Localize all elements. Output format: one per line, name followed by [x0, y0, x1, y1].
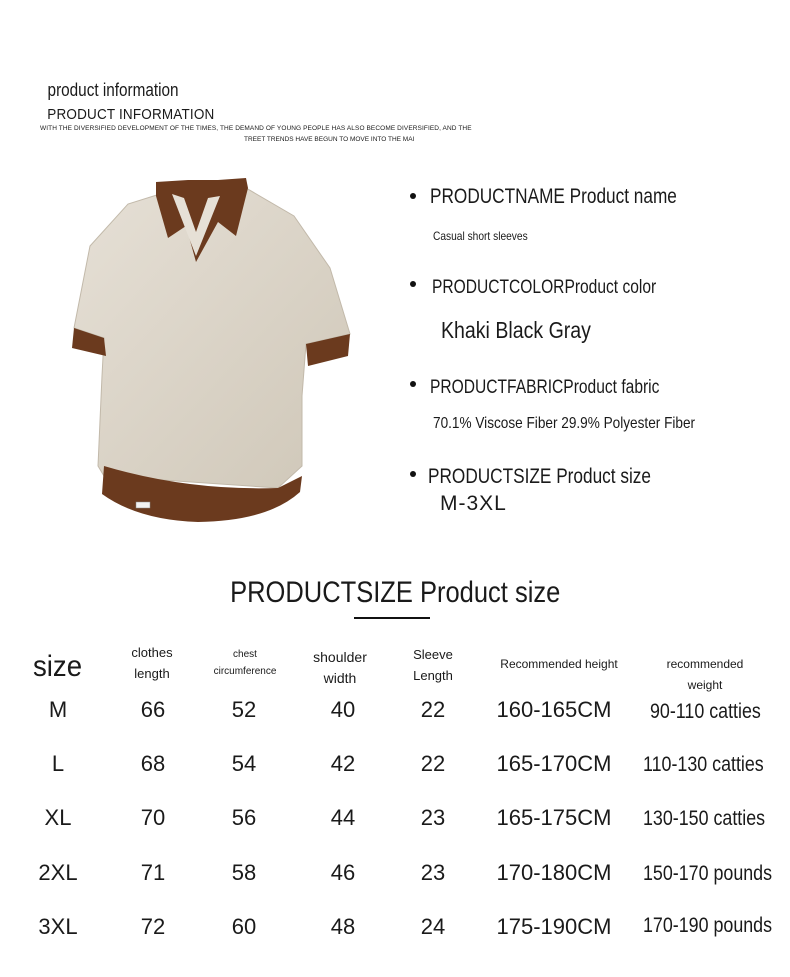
- product-size-value: M-3XL: [440, 492, 507, 515]
- column-header-size: size: [33, 650, 83, 683]
- cell-size: XL: [44, 805, 72, 830]
- section-description-line-2: TREET TRENDS HAVE BEGUN TO MOVE INTO THE MAI: [244, 136, 415, 143]
- column-header-chest: chest circumference: [213, 649, 277, 677]
- product-size-label: PRODUCTSIZE Product size: [428, 465, 651, 488]
- cell-length: 70: [140, 805, 166, 830]
- cell-sleeve: 22: [420, 697, 446, 722]
- cell-chest: 58: [231, 860, 257, 885]
- cell-sleeve: 22: [420, 751, 446, 776]
- bullet-dot: [410, 381, 416, 387]
- column-header-sleeve: Sleeve Length: [413, 647, 453, 683]
- cell-weight: 130-150 catties: [643, 807, 766, 830]
- cell-shoulder: 44: [330, 805, 356, 830]
- cell-weight: 110-130 catties: [643, 753, 764, 776]
- cell-size: 3XL: [38, 914, 78, 939]
- cell-chest: 52: [231, 697, 257, 722]
- section-description-line-1: WITH THE DIVERSIFIED DEVELOPMENT OF THE TIMES, THE DEMAND OF YOUNG PEOPLE HAS ALSO BECOME DIVERSIFIED, AND THE: [40, 125, 472, 132]
- cell-sleeve: 23: [420, 860, 446, 885]
- cell-height: 165-170CM: [496, 751, 612, 776]
- bullet-dot: [410, 193, 416, 199]
- cell-shoulder: 48: [330, 914, 356, 939]
- cell-shoulder: 42: [330, 751, 356, 776]
- bullet-dot: [410, 471, 416, 477]
- cell-size: L: [51, 751, 65, 776]
- cell-height: 175-190CM: [496, 914, 612, 939]
- cell-height: 165-175CM: [496, 805, 612, 830]
- cell-height: 170-180CM: [496, 860, 612, 885]
- section-title: product information: [47, 80, 179, 100]
- section-subtitle: PRODUCT INFORMATION: [47, 106, 215, 123]
- product-name-label: PRODUCTNAME Product name: [430, 185, 677, 208]
- cell-weight: 150-170 pounds: [643, 862, 773, 885]
- product-color-label: PRODUCTCOLORProduct color: [432, 277, 657, 298]
- cell-length: 68: [140, 751, 166, 776]
- cell-length: 72: [140, 914, 166, 939]
- cell-shoulder: 46: [330, 860, 356, 885]
- cell-chest: 56: [231, 805, 257, 830]
- cell-size: 2XL: [38, 860, 78, 885]
- column-header-shoulder: shoulder width: [313, 649, 367, 686]
- cell-length: 71: [140, 860, 166, 885]
- polo-shirt-image: [68, 176, 353, 528]
- column-header-height: Recommended height: [500, 657, 618, 671]
- product-fabric-label: PRODUCTFABRICProduct fabric: [430, 377, 660, 398]
- size-table-heading: PRODUCTSIZE Product size: [229, 576, 561, 609]
- cell-length: 66: [140, 697, 166, 722]
- cell-sleeve: 23: [420, 805, 446, 830]
- cell-height: 160-165CM: [496, 697, 612, 722]
- cell-weight: 90-110 catties: [650, 700, 761, 723]
- product-fabric-value: 70.1% Viscose Fiber 29.9% Polyester Fiber: [433, 415, 696, 432]
- product-color-value: Khaki Black Gray: [441, 317, 591, 343]
- column-header-clothes-length: clothes length: [131, 645, 173, 681]
- cell-weight: 170-190 pounds: [643, 914, 773, 937]
- product-name-value: Casual short sleeves: [433, 229, 528, 243]
- bullet-dot: [410, 281, 416, 287]
- cell-shoulder: 40: [330, 697, 356, 722]
- cell-size: M: [48, 697, 68, 722]
- cell-sleeve: 24: [420, 914, 446, 939]
- column-header-weight: recommended weight: [666, 657, 744, 692]
- cell-chest: 60: [231, 914, 257, 939]
- cell-chest: 54: [231, 751, 257, 776]
- heading-underline: [354, 617, 430, 619]
